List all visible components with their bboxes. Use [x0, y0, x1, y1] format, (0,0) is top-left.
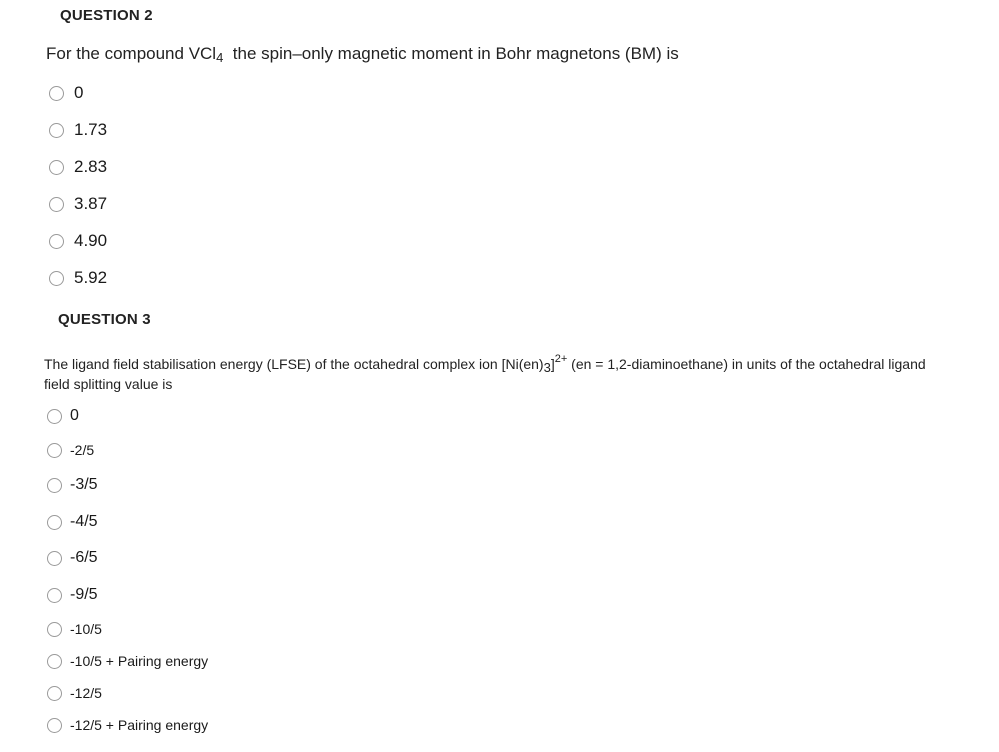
option-label: -10/5: [70, 621, 102, 637]
option-label: 3.87: [74, 194, 108, 213]
radio-button[interactable]: [47, 588, 62, 603]
option-label: 1.73: [74, 120, 108, 139]
radio-button[interactable]: [47, 515, 62, 530]
option-label: -12/5: [70, 685, 102, 701]
q3-option-6[interactable]: [47, 586, 98, 604]
option-label: 5.92: [74, 268, 108, 287]
q3-option-4[interactable]: [47, 513, 98, 531]
q3-option-9[interactable]: [47, 685, 102, 701]
option-label: -6/5: [70, 549, 98, 566]
q2-option-3[interactable]: [49, 157, 107, 177]
question-2-heading: QUESTION 2: [60, 7, 153, 24]
option-label: -3/5: [70, 476, 98, 493]
q3-option-5[interactable]: [47, 549, 98, 567]
option-label: -9/5: [70, 586, 98, 603]
option-label: -2/5: [70, 442, 95, 458]
option-label: -10/5 + Pairing energy: [70, 653, 209, 669]
q2-option-2[interactable]: [49, 120, 107, 140]
q2-option-5[interactable]: [49, 231, 107, 251]
radio-button[interactable]: [49, 86, 64, 101]
option-label: 2.83: [74, 157, 108, 176]
radio-button[interactable]: [47, 622, 62, 637]
option-label: -12/5 + Pairing energy: [70, 717, 209, 733]
radio-button[interactable]: [49, 160, 64, 175]
radio-button[interactable]: [47, 478, 62, 493]
radio-button[interactable]: [47, 443, 62, 458]
radio-button[interactable]: [49, 271, 64, 286]
option-label: 4.90: [74, 231, 108, 250]
q3-option-2[interactable]: [47, 442, 94, 458]
option-label: 0: [74, 83, 84, 102]
q2-option-4[interactable]: [49, 194, 107, 214]
radio-button[interactable]: [47, 718, 62, 733]
q2-option-1[interactable]: [49, 83, 83, 103]
q3-option-1[interactable]: [47, 407, 79, 425]
question-2-prompt: For the compound VCl$_4$ the spin–only magnetic moment in Bohr magnetons (BM) is: [46, 44, 679, 65]
radio-button[interactable]: [47, 686, 62, 701]
radio-button[interactable]: [49, 123, 64, 138]
question-3-prompt: The ligand field stabilisation energy (LFSE) of the octahedral complex ion $[Ni(en)_3]^{2+}$ (en = 1,2-diaminoethane) in units of the octahedral ligand field splitting value is: [44, 353, 926, 392]
radio-button[interactable]: [47, 409, 62, 424]
option-label: -4/5: [70, 513, 98, 530]
option-label: 0: [70, 407, 79, 424]
q3-option-7[interactable]: [47, 621, 102, 637]
radio-button[interactable]: [47, 654, 62, 669]
radio-button[interactable]: [49, 234, 64, 249]
radio-button[interactable]: [47, 551, 62, 566]
q3-option-8[interactable]: [47, 653, 208, 669]
q3-option-10[interactable]: [47, 717, 208, 733]
q2-option-6[interactable]: [49, 268, 107, 288]
radio-button[interactable]: [49, 197, 64, 212]
question-3-heading: QUESTION 3: [58, 311, 151, 328]
q3-option-3[interactable]: [47, 476, 98, 494]
